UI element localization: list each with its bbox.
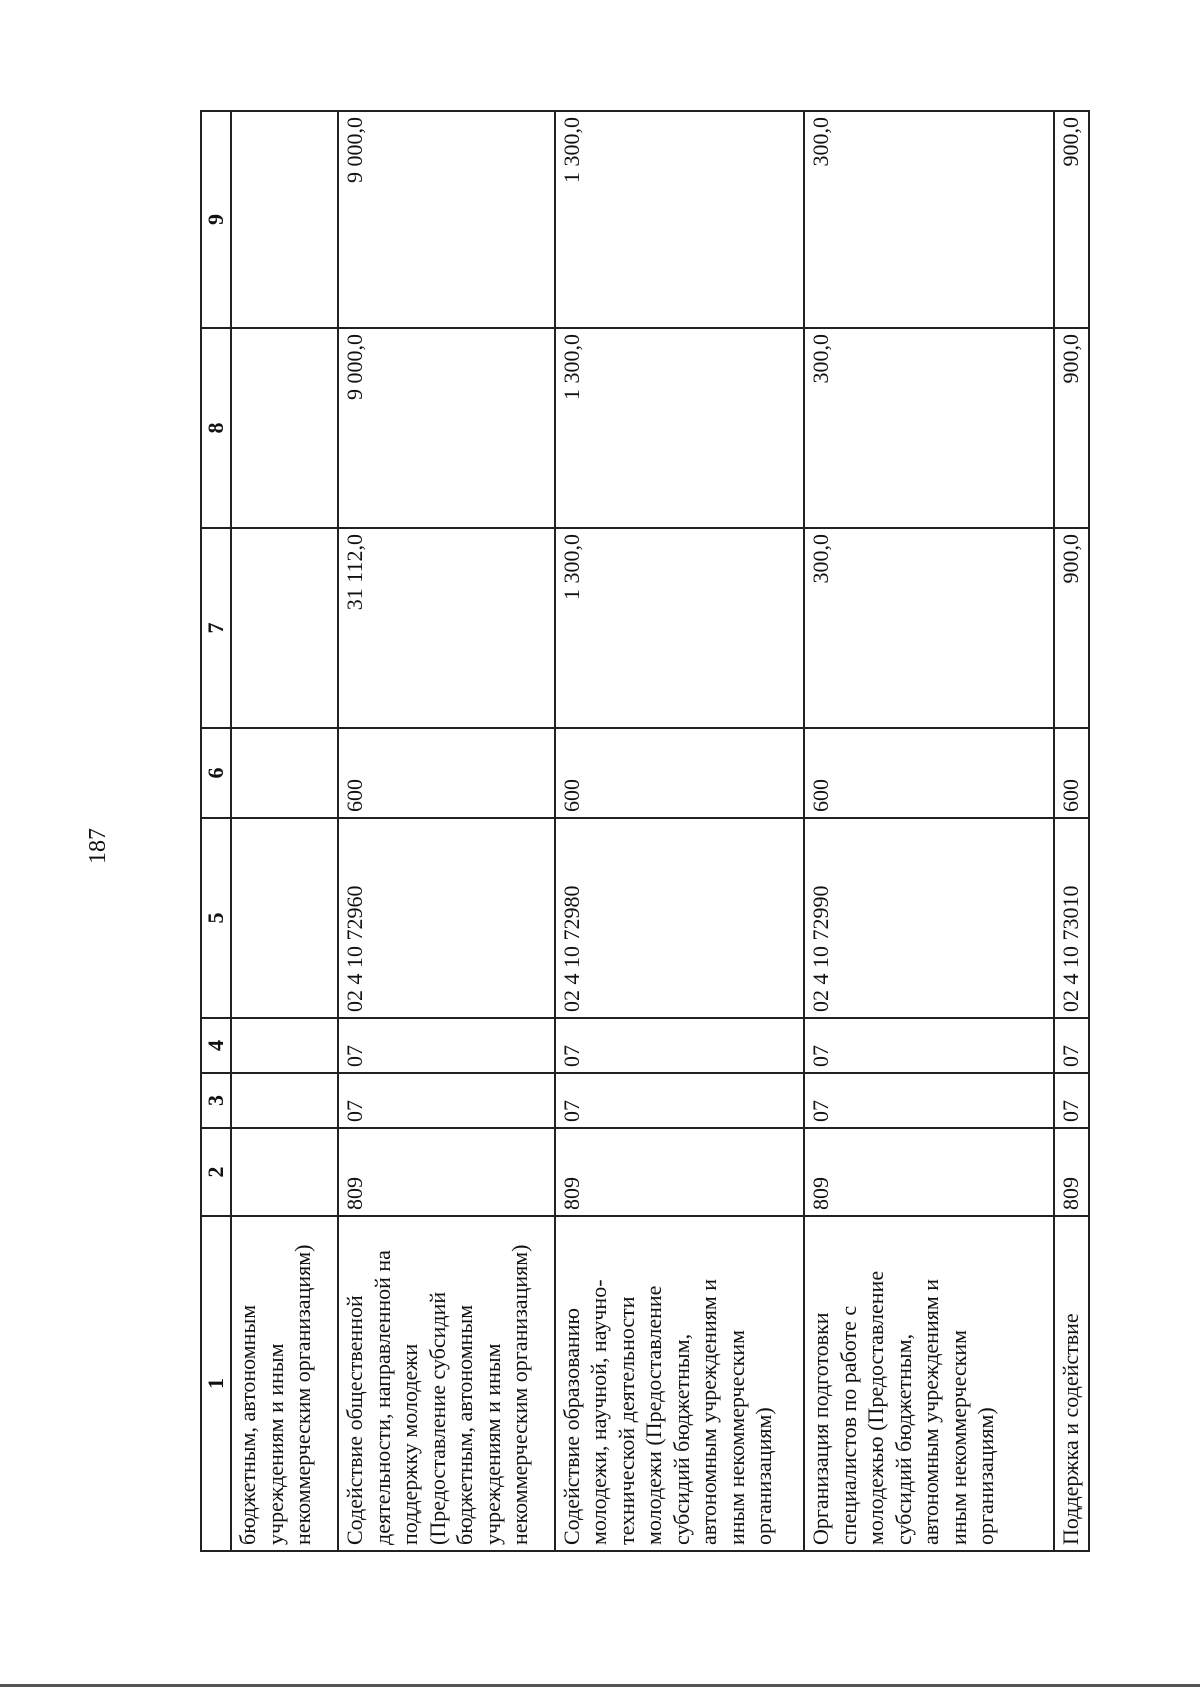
cell-expense-type: 600 (338, 728, 555, 818)
cell-amount-col7: 1 300,0 (555, 528, 805, 728)
cell-amount-col8: 1 300,0 (555, 328, 805, 528)
table-row (338, 111, 555, 1551)
cell-amount-col8: 300,0 (804, 328, 1054, 528)
row-description: Организация подготовки специалистов по работе с молодежью (Предоставление субсидий бюджетным, автономным учреждениям и иным некоммерческим организациям) (804, 1216, 1054, 1551)
cell-amount-col9 (231, 111, 338, 328)
col-header: 9 (201, 111, 231, 328)
scan-edge-line (0, 1684, 1200, 1687)
table-row (804, 111, 1054, 1551)
col-header: 5 (201, 818, 231, 1018)
row-description: бюджетным, автономным учреждениям и иным некоммерческим организациям) (231, 1216, 338, 1551)
cell-amount-col8: 900,0 (1054, 328, 1089, 528)
cell-subsection: 07 (555, 1018, 805, 1073)
cell-target-article: 02 4 10 72980 (555, 818, 805, 1018)
cell-expense-type: 600 (555, 728, 805, 818)
cell-amount-col8: 9 000,0 (338, 328, 555, 528)
budget-table-container (200, 112, 1090, 1552)
cell-amount-col9: 1 300,0 (555, 111, 805, 328)
cell-target-article: 02 4 10 73010 (1054, 818, 1089, 1018)
table-row (555, 111, 805, 1551)
cell-expense-type: 600 (804, 728, 1054, 818)
cell-amount-col7: 31 112,0 (338, 528, 555, 728)
cell-subsection (231, 1018, 338, 1073)
cell-subsection: 07 (1054, 1018, 1089, 1073)
cell-amount-col8 (231, 328, 338, 528)
col-header: 4 (201, 1018, 231, 1073)
row-description: Содействие образованию молодежи, научной, научно-технической деятельности молодежи (Предоставление субсидий бюджетным, автономным учреждениям и иным некоммерческим организациям) (555, 1216, 805, 1551)
cell-section: 07 (1054, 1073, 1089, 1128)
cell-amount-col7: 300,0 (804, 528, 1054, 728)
col-header: 8 (201, 328, 231, 528)
cell-section: 07 (555, 1073, 805, 1128)
col-header: 2 (201, 1128, 231, 1216)
cell-amount-col7 (231, 528, 338, 728)
table-row (1054, 111, 1089, 1551)
page-number: 187 (85, 828, 111, 864)
cell-subsection: 07 (338, 1018, 555, 1073)
col-header: 3 (201, 1073, 231, 1128)
col-header: 7 (201, 528, 231, 728)
cell-amount-col7: 900,0 (1054, 528, 1089, 728)
cell-amount-col9: 900,0 (1054, 111, 1089, 328)
cell-ministry-code: 809 (804, 1128, 1054, 1216)
row-description: Содействие общественной деятельности, направленной на поддержку молодежи (Предоставление субсидий бюджетным, автономным учреждениям и иным некоммерческим организациям) (338, 1216, 555, 1551)
cell-expense-type: 600 (1054, 728, 1089, 818)
col-header: 6 (201, 728, 231, 818)
cell-target-article: 02 4 10 72960 (338, 818, 555, 1018)
cell-ministry-code: 809 (338, 1128, 555, 1216)
cell-section: 07 (804, 1073, 1054, 1128)
cell-target-article (231, 818, 338, 1018)
cell-amount-col9: 300,0 (804, 111, 1054, 328)
cell-amount-col9: 9 000,0 (338, 111, 555, 328)
cell-subsection: 07 (804, 1018, 1054, 1073)
cell-ministry-code: 809 (1054, 1128, 1089, 1216)
cell-target-article: 02 4 10 72990 (804, 818, 1054, 1018)
cell-expense-type (231, 728, 338, 818)
budget-table (200, 110, 1090, 1552)
table-row (231, 111, 338, 1551)
cell-ministry-code: 809 (555, 1128, 805, 1216)
row-description: Поддержка и содействие (1054, 1216, 1089, 1551)
col-header: 1 (201, 1216, 231, 1551)
cell-ministry-code (231, 1128, 338, 1216)
cell-section (231, 1073, 338, 1128)
header-row (201, 111, 231, 1551)
cell-section: 07 (338, 1073, 555, 1128)
